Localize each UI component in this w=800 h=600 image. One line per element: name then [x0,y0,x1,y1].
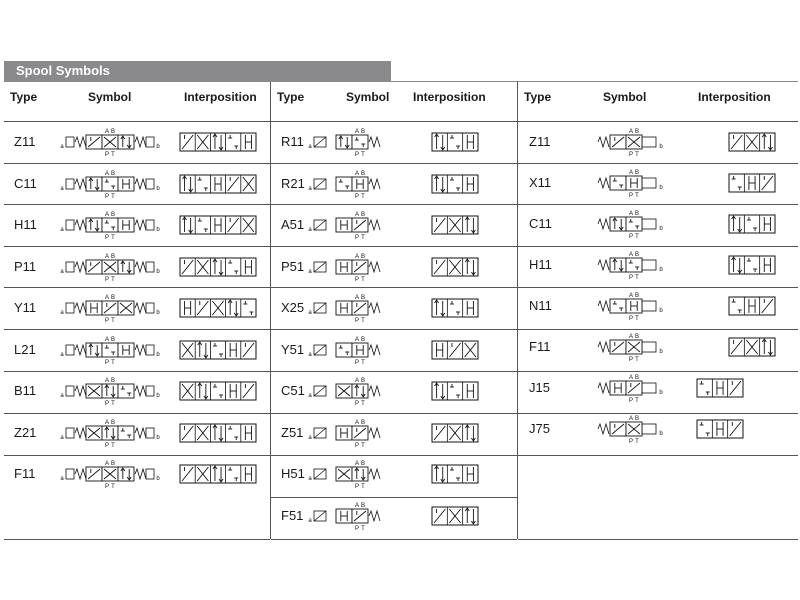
port-B-label: B [110,170,116,177]
spool-type-code: Y11 [14,300,37,315]
spool-symbol [572,329,692,365]
header-type-3: Type [524,90,552,104]
spool-type-code: Z21 [14,424,37,440]
port-A-label: A [104,419,110,426]
interposition-symbol [430,255,480,279]
spool-symbol [572,370,692,406]
port-A-label: A [628,252,634,258]
port-A-label: A [628,375,634,381]
port-T-label: T [635,193,639,199]
interposition-symbol [727,335,777,359]
port-a-label: a [308,310,312,316]
interposition-symbol [178,379,258,403]
spool-symbol [298,332,418,368]
port-a-label: a [308,393,312,399]
interposition-symbol [178,338,258,362]
interposition-symbol [727,212,777,236]
port-T-label: T [111,193,115,200]
port-P-label: P [354,152,360,158]
port-B-label: B [360,502,366,509]
port-a-label: a [308,227,312,233]
port-b-label: b [659,308,663,314]
port-B-label: B [110,336,116,343]
row-separator [4,371,270,372]
port-A-label: A [354,170,360,177]
port-T-label: T [361,235,365,241]
row-separator [4,121,270,122]
spool-symbol [298,498,418,534]
row-separator [518,287,798,288]
port-P-label: P [354,401,360,407]
spool-type-code: P11 [14,258,37,274]
interposition-symbol [430,462,480,486]
port-b-label: b [659,349,663,355]
interposition-symbol [430,421,480,445]
row-separator [271,497,517,498]
spool-type-code: X11 [529,175,552,190]
port-A-label: A [354,129,360,135]
port-P-label: P [354,193,360,200]
port-a-label: a [308,476,312,482]
spool-symbol [50,207,170,243]
spool-type-code: R21 [281,175,305,191]
spool-type-code: R11 [281,134,304,149]
port-b-label: b [659,390,663,396]
port-P-label: P [104,193,110,200]
port-b-label: b [156,476,160,482]
row-separator [271,329,517,330]
port-P-label: P [354,525,360,532]
port-A-label: A [354,336,360,343]
interposition-symbol [430,338,480,362]
port-b-label: b [156,393,160,399]
port-B-label: B [110,295,116,301]
port-T-label: T [361,318,365,324]
spool-type-code: Z11 [529,134,551,149]
section-title: Spool Symbols [4,61,391,81]
column-separator-2 [517,82,518,539]
row-separator [4,246,270,247]
port-P-label: P [628,193,634,199]
interposition-symbol [727,253,777,277]
row-separator [4,329,270,330]
spool-type-code: F11 [529,339,551,354]
interposition-symbol [430,130,480,154]
port-P-label: P [104,318,110,324]
port-P-label: P [628,152,634,158]
port-A-label: A [354,212,360,218]
row-separator [4,204,270,205]
spool-type-code: P51 [281,258,305,274]
port-b-label: b [659,431,663,437]
port-P-label: P [104,152,110,158]
spool-symbol [50,332,170,368]
port-B-label: B [110,253,116,260]
row-separator [518,204,798,205]
port-P-label: P [628,398,634,404]
port-b-label: b [156,351,160,358]
row-separator [271,371,517,372]
spool-symbol [572,124,692,160]
port-B-label: B [360,336,366,343]
interposition-symbol [727,130,777,154]
spool-type-code: H11 [529,257,552,272]
spool-symbol [298,290,418,326]
port-T-label: T [361,525,365,532]
port-A-label: A [104,336,110,343]
port-b-label: b [156,434,160,441]
port-T-label: T [361,152,365,158]
port-P-label: P [628,439,634,445]
port-A-label: A [354,461,360,467]
row-separator [518,413,798,414]
port-A-label: A [104,253,110,260]
port-P-label: P [628,234,634,240]
spool-symbol [298,456,418,492]
spool-type-code: C11 [529,216,552,231]
interposition-symbol [430,379,480,403]
port-B-label: B [634,334,640,340]
port-a-label: a [60,268,64,275]
port-B-label: B [634,170,640,176]
header-symbol-1: Symbol [88,90,132,104]
spool-symbol [298,124,418,160]
spool-symbol [298,249,418,285]
port-T-label: T [111,276,115,283]
spool-symbol [50,166,170,202]
port-T-label: T [361,442,365,449]
port-A-label: A [628,129,634,135]
spool-type-code: H11 [14,217,37,232]
port-b-label: b [659,226,663,232]
port-P-label: P [104,442,110,449]
row-separator [271,246,517,247]
spool-type-code: C11 [14,175,37,191]
port-A-label: A [354,295,360,301]
port-b-label: b [156,310,160,316]
port-b-label: b [156,268,160,275]
spool-type-code: X25 [281,300,305,315]
port-A-label: A [354,378,360,384]
port-B-label: B [634,375,640,381]
port-T-label: T [635,152,639,158]
spool-symbol [298,373,418,409]
port-P-label: P [628,275,634,281]
interposition-symbol [727,294,777,318]
spool-symbol [572,288,692,324]
port-A-label: A [628,293,634,299]
port-b-label: b [659,185,663,191]
spool-symbol [572,247,692,283]
spool-type-code: L21 [14,341,36,357]
port-B-label: B [110,419,116,426]
row-separator [271,287,517,288]
port-B-label: B [360,170,366,177]
port-T-label: T [361,193,365,200]
port-T-label: T [635,316,639,322]
port-T-label: T [361,484,365,490]
port-B-label: B [110,461,116,467]
port-T-label: T [111,152,115,158]
interposition-symbol [727,171,777,195]
port-A-label: A [628,334,634,340]
row-separator [4,455,270,456]
port-P-label: P [354,235,360,241]
port-b-label: b [659,144,663,150]
header-interposition-3: Interposition [698,90,771,104]
header-interposition-1: Interposition [184,90,257,104]
spool-type-code: F51 [281,507,304,523]
interposition-symbol [178,172,258,196]
port-B-label: B [360,253,366,260]
port-T-label: T [361,359,365,366]
spool-symbol [572,165,692,201]
port-b-label: b [156,144,160,150]
port-b-label: b [156,185,160,192]
header-type-1: Type [10,90,38,104]
port-a-label: a [308,268,312,275]
port-a-label: a [308,434,312,441]
spool-symbol [298,415,418,451]
port-a-label: a [60,185,64,192]
port-P-label: P [104,276,110,283]
port-a-label: a [60,310,64,316]
interposition-symbol [178,462,258,486]
port-B-label: B [360,419,366,426]
row-separator [518,329,798,330]
spool-type-code: Y51 [281,341,305,357]
port-a-label: a [60,393,64,399]
port-T-label: T [635,439,639,445]
port-B-label: B [360,378,366,384]
row-separator [271,455,517,456]
interposition-symbol [695,417,745,441]
port-A-label: A [354,419,360,426]
port-a-label: a [308,144,312,150]
port-P-label: P [354,359,360,366]
port-a-label: a [60,144,64,150]
port-P-label: P [628,316,634,322]
port-B-label: B [634,129,640,135]
column-separator-1 [270,82,271,539]
spool-symbol [50,456,170,492]
port-P-label: P [354,318,360,324]
port-P-label: P [354,484,360,490]
row-separator [518,121,798,122]
spool-type-code: J75 [529,421,550,436]
row-separator [518,371,798,372]
port-B-label: B [360,461,366,467]
spool-symbol [50,290,170,326]
spool-symbol [50,373,170,409]
port-T-label: T [635,275,639,281]
spool-type-code: H51 [281,466,305,481]
port-P-label: P [354,276,360,283]
port-B-label: B [360,295,366,301]
row-separator [518,246,798,247]
port-b-label: b [156,227,160,233]
port-A-label: A [628,170,634,176]
row-separator [518,455,798,456]
spool-symbol [50,415,170,451]
port-P-label: P [628,357,634,363]
spool-type-code: Z11 [14,134,36,149]
port-P-label: P [104,359,110,366]
port-P-label: P [104,401,110,407]
header-interposition-2: Interposition [413,90,486,104]
port-A-label: A [104,170,110,177]
row-separator [271,413,517,414]
row-separator [271,163,517,164]
spool-type-code: A51 [281,217,305,232]
spool-type-code: Z51 [281,424,304,440]
port-A-label: A [628,416,634,422]
row-separator [518,539,798,540]
spool-type-code: N11 [529,298,552,313]
port-A-label: A [104,129,110,135]
interposition-symbol [178,213,258,237]
spool-symbol [50,249,170,285]
port-B-label: B [360,212,366,218]
port-a-label: a [60,476,64,482]
port-P-label: P [354,442,360,449]
header-symbol-3: Symbol [603,90,647,104]
port-B-label: B [634,252,640,258]
spool-symbol [572,206,692,242]
spool-type-code: B11 [14,383,37,398]
port-T-label: T [635,398,639,404]
port-T-label: T [111,442,115,449]
port-A-label: A [104,461,110,467]
port-P-label: P [104,484,110,490]
port-T-label: T [111,401,115,407]
interposition-symbol [430,504,480,528]
port-T-label: T [361,276,365,283]
row-separator [271,539,517,540]
port-B-label: B [360,129,366,135]
row-separator [4,413,270,414]
port-a-label: a [308,185,312,192]
header-symbol-2: Symbol [346,90,390,104]
port-T-label: T [111,235,115,241]
port-T-label: T [635,357,639,363]
port-b-label: b [659,267,663,273]
port-a-label: a [308,351,312,358]
port-T-label: T [111,484,115,490]
row-separator [518,163,798,164]
header-type-2: Type [277,90,305,104]
row-separator [271,204,517,205]
port-A-label: A [104,212,110,218]
port-T-label: T [635,234,639,240]
port-a-label: a [60,434,64,441]
title-rule [4,81,798,82]
interposition-symbol [178,130,258,154]
port-T-label: T [361,401,365,407]
interposition-symbol [178,296,258,320]
spool-type-code: C51 [281,383,305,398]
port-T-label: T [111,318,115,324]
port-B-label: B [634,416,640,422]
interposition-symbol [430,296,480,320]
port-A-label: A [104,295,110,301]
interposition-symbol [178,421,258,445]
row-separator [4,287,270,288]
port-B-label: B [110,378,116,384]
spool-symbol [298,166,418,202]
port-A-label: A [628,211,634,217]
port-a-label: a [60,351,64,358]
port-B-label: B [110,212,116,218]
port-B-label: B [634,293,640,299]
row-separator [271,121,517,122]
row-separator [4,539,270,540]
port-a-label: a [60,227,64,233]
interposition-symbol [430,213,480,237]
spool-symbol [50,124,170,160]
port-a-label: a [308,517,312,524]
interposition-symbol [178,255,258,279]
interposition-symbol [695,376,745,400]
spool-type-code: F11 [14,466,36,481]
spool-symbol [572,411,692,447]
spool-symbol [298,207,418,243]
port-B-label: B [634,211,640,217]
interposition-symbol [430,172,480,196]
port-T-label: T [111,359,115,366]
port-A-label: A [104,378,110,384]
spool-type-code: J15 [529,380,550,395]
port-B-label: B [110,129,116,135]
port-A-label: A [354,253,360,260]
row-separator [4,163,270,164]
port-P-label: P [104,235,110,241]
port-A-label: A [354,502,360,509]
